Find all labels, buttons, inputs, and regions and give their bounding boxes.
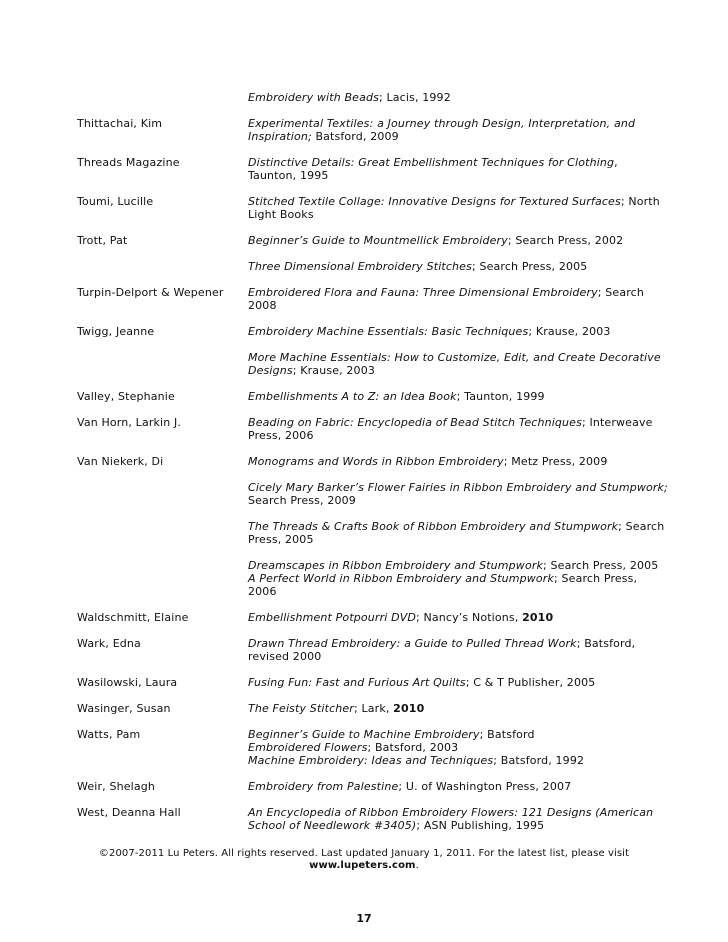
- work-publisher: ; U. of Washington Press, 2007: [398, 780, 572, 793]
- entry-line: [248, 780, 656, 793]
- work-publisher: ; Search Press, 2005: [471, 260, 588, 273]
- entry-work: [248, 234, 656, 247]
- entry-line: [248, 611, 656, 624]
- entry-line: [248, 169, 656, 182]
- work-publisher: ; Batsford: [479, 728, 535, 741]
- entry-line: [248, 741, 656, 754]
- work-publisher: Batsford, 2009: [311, 130, 399, 143]
- entry-line: [248, 351, 661, 364]
- work-publisher: ; Nancy’s Notions,: [416, 611, 523, 624]
- work-publisher: ; Batsford,: [576, 637, 636, 650]
- entry-line: [248, 260, 656, 273]
- entry-line: [248, 572, 656, 585]
- entry-line: [248, 325, 656, 338]
- work-publisher: 2008: [248, 299, 277, 312]
- entry-work: [248, 286, 656, 312]
- work-title: Three Dimensional Embroidery Stitches: [248, 260, 472, 273]
- entry-author: Trott, Pat: [77, 234, 128, 247]
- entry-line: [248, 195, 660, 208]
- work-title: Inspiration;: [248, 130, 312, 143]
- work-publisher: Taunton, 1995: [248, 169, 329, 182]
- entry-author: Van Horn, Larkin J.: [77, 416, 182, 429]
- work-title: Drawn Thread Embroidery: a Guide to Pulled Thread Work: [248, 637, 577, 650]
- entry-author: Toumi, Lucille: [77, 195, 154, 208]
- entry-line: [248, 364, 656, 377]
- work-publisher: Press, 2006: [248, 429, 314, 442]
- entry-author: Wark, Edna: [77, 637, 141, 650]
- work-title: Embroidery with Beads: [248, 91, 379, 104]
- entry-work: [248, 91, 656, 104]
- entry-line: [248, 728, 656, 741]
- entry-work: [248, 702, 656, 715]
- work-publisher: ; Search Press, 2002: [507, 234, 624, 247]
- entry-line: [248, 637, 656, 650]
- work-publisher: ; Interweave: [581, 416, 653, 429]
- footer-url-period: .: [415, 860, 419, 871]
- entry-author: Thittachai, Kim: [77, 117, 163, 130]
- work-publisher: Search Press, 2009: [248, 494, 356, 507]
- work-title: An Encyclopedia of Ribbon Embroidery Flowers: 121 Designs (American: [248, 806, 654, 819]
- entry-author: Turpin-Delport & Wepener: [77, 286, 224, 299]
- entry-line: [248, 299, 656, 312]
- entry-line: [248, 117, 656, 130]
- entry-work: [248, 520, 665, 546]
- entry-author: Watts, Pam: [77, 728, 141, 741]
- entry-line: [248, 650, 656, 663]
- work-title: The Feisty Stitcher: [248, 702, 354, 715]
- entry-author: Wasinger, Susan: [77, 702, 171, 715]
- work-title: Beginner’s Guide to Machine Embroidery: [248, 728, 480, 741]
- work-publisher: ; Search Press,: [554, 572, 638, 585]
- work-title: Distinctive Details: Great Embellishment Techniques for Clothing: [248, 156, 615, 169]
- entry-line: [248, 702, 656, 715]
- entry-author: Threads Magazine: [77, 156, 180, 169]
- work-title: Beading on Fabric: Encyclopedia of Bead Stitch Techniques: [248, 416, 582, 429]
- work-year-highlight: 2010: [393, 702, 425, 715]
- entry-work: [248, 455, 656, 468]
- work-title: School of Needlework #3405): [248, 819, 417, 832]
- work-publisher: ; North: [620, 195, 660, 208]
- entry-work: [248, 325, 656, 338]
- work-publisher: ; Krause, 2003: [528, 325, 611, 338]
- work-title: Embroidery Machine Essentials: Basic Techniques: [248, 325, 529, 338]
- work-title: Stitched Textile Collage: Innovative Designs for Textured Surfaces: [248, 195, 621, 208]
- entry-line: [248, 390, 656, 403]
- entry-line: [248, 754, 656, 767]
- entry-author: Wasilowski, Laura: [77, 676, 178, 689]
- work-title: Experimental Textiles: a Journey through Design, Interpretation, and: [248, 117, 636, 130]
- work-publisher: ; Batsford, 2003: [367, 741, 459, 754]
- entry-line: [248, 520, 665, 533]
- entry-work: [248, 351, 661, 377]
- entry-line: [248, 806, 656, 819]
- work-title: More Machine Essentials: How to Customize, Edit, and Create Decorative: [248, 351, 661, 364]
- work-publisher: ; C & T Publisher, 2005: [465, 676, 596, 689]
- entry-work: [248, 806, 656, 832]
- entry-work: [248, 728, 656, 767]
- work-publisher: ; Search: [597, 286, 644, 299]
- footer-copyright-text: ©2007-2011 Lu Peters. All rights reserved. Last updated January 1, 2011. For the latest list, please visit: [98, 848, 630, 859]
- work-year-highlight: 2010: [522, 611, 554, 624]
- entry-work: [248, 611, 656, 624]
- entry-line: [248, 208, 656, 221]
- page-number: 17: [356, 912, 372, 925]
- work-title: Embellishments A to Z: an Idea Book: [248, 390, 457, 403]
- entry-line: [248, 455, 656, 468]
- work-publisher: revised 2000: [248, 650, 322, 663]
- work-title: Fusing Fun: Fast and Furious Art Quilts: [248, 676, 466, 689]
- entry-line: [248, 429, 656, 442]
- entry-line: [248, 416, 656, 429]
- entry-work: [248, 481, 668, 507]
- work-title: Designs: [248, 364, 293, 377]
- entry-line: [248, 286, 656, 299]
- entry-line: [248, 481, 668, 494]
- work-title: Embellishment Potpourri DVD: [248, 611, 417, 624]
- work-publisher: ,: [614, 156, 618, 169]
- work-title: Monograms and Words in Ribbon Embroidery: [248, 455, 504, 468]
- entry-work: [248, 559, 659, 598]
- entry-work: [248, 195, 660, 221]
- entry-line: [248, 130, 656, 143]
- work-title: Embroidery from Palestine: [248, 780, 399, 793]
- entry-author: Waldschmitt, Elaine: [77, 611, 189, 624]
- entry-author: Valley, Stephanie: [77, 390, 175, 403]
- entry-work: [248, 156, 656, 182]
- work-title: A Perfect World in Ribbon Embroidery and Stumpwork: [248, 572, 555, 585]
- work-publisher: ; Taunton, 1999: [456, 390, 545, 403]
- work-title: Embroidered Flora and Fauna: Three Dimensional Embroidery: [248, 286, 598, 299]
- entry-line: [248, 676, 656, 689]
- entry-author: Weir, Shelagh: [77, 780, 155, 793]
- work-publisher: ; Search Press, 2005: [543, 559, 659, 572]
- work-title: Machine Embroidery: Ideas and Techniques: [248, 754, 494, 767]
- entry-line: [248, 494, 656, 507]
- work-title: Cicely Mary Barker’s Flower Fairies in Ribbon Embroidery and Stumpwork;: [248, 481, 668, 494]
- work-publisher: ; Metz Press, 2009: [503, 455, 608, 468]
- work-publisher: ; Lacis, 1992: [379, 91, 451, 104]
- work-publisher: Press, 2005: [248, 533, 314, 546]
- footer-url-line: [0, 860, 728, 872]
- work-title: Dreamscapes in Ribbon Embroidery and Stumpwork: [248, 559, 544, 572]
- entry-line: [248, 234, 656, 247]
- work-publisher: 2006: [248, 585, 277, 598]
- entry-work: [248, 416, 656, 442]
- work-publisher: ; Krause, 2003: [292, 364, 376, 377]
- work-title: Embroidered Flowers: [248, 741, 368, 754]
- work-publisher: ; ASN Publishing, 1995: [416, 819, 545, 832]
- entry-work: [248, 260, 656, 273]
- entry-work: [248, 390, 656, 403]
- entry-work: [248, 117, 656, 143]
- entry-line: [248, 91, 656, 104]
- entry-author: Van Niekerk, Di: [77, 455, 164, 468]
- work-publisher: ; Search: [618, 520, 665, 533]
- entry-work: [248, 676, 656, 689]
- work-publisher: ; Batsford, 1992: [493, 754, 585, 767]
- work-title: Beginner’s Guide to Mountmellick Embroidery: [248, 234, 508, 247]
- entry-line: [248, 585, 656, 598]
- entry-line: [248, 559, 659, 572]
- work-publisher: ; Lark,: [353, 702, 394, 715]
- entry-line: [248, 819, 656, 832]
- entry-author: West, Deanna Hall: [77, 806, 181, 819]
- entry-line: [248, 533, 656, 546]
- work-title: The Threads & Crafts Book of Ribbon Embroidery and Stumpwork: [248, 520, 619, 533]
- entry-work: [248, 780, 656, 793]
- entry-author: Twigg, Jeanne: [77, 325, 155, 338]
- entry-work: [248, 637, 656, 663]
- work-publisher: Light Books: [248, 208, 314, 221]
- entry-line: [248, 156, 656, 169]
- footer-url-link[interactable]: www.lupeters.com: [309, 860, 416, 871]
- copyright-footer: [0, 848, 728, 872]
